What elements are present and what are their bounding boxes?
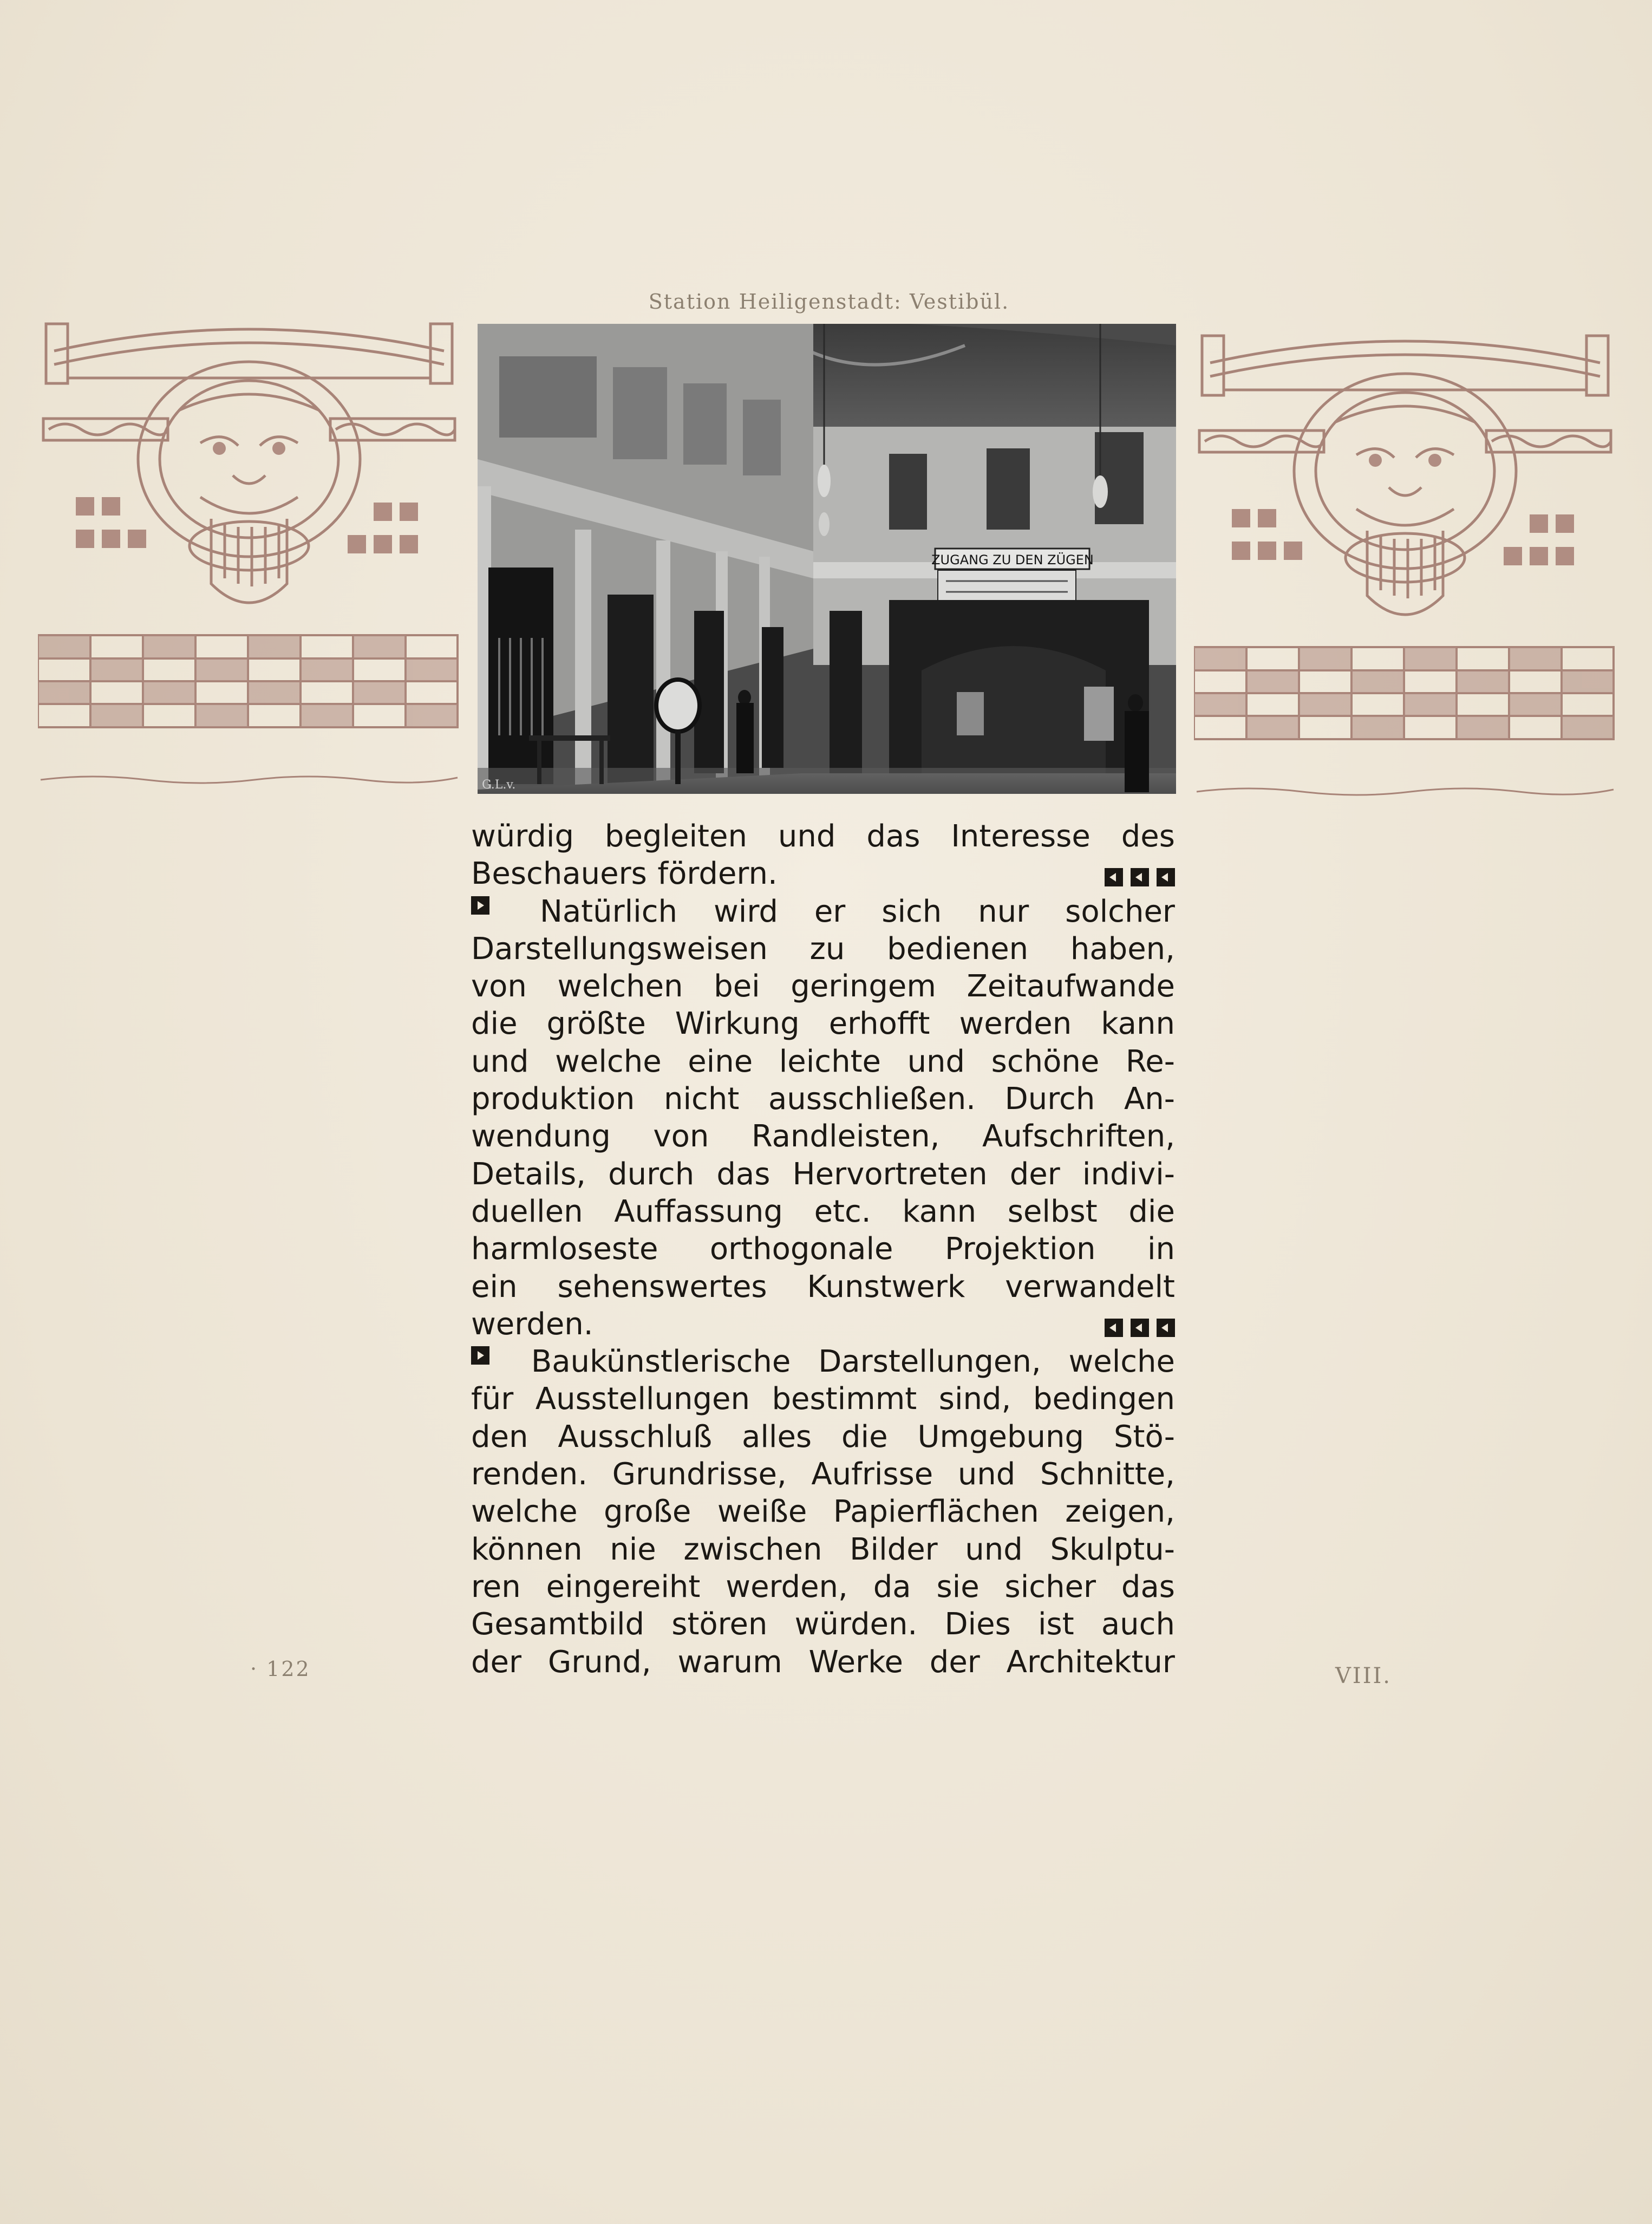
word: wird (713, 893, 778, 929)
word: selbst (1007, 1193, 1098, 1229)
word: Darstellungen, (818, 1344, 1041, 1380)
word: der (929, 1644, 980, 1680)
word: werden (959, 1006, 1072, 1042)
word: der (1009, 1156, 1060, 1192)
sign-text: ZUGANG ZU DEN ZÜGEN (931, 552, 1094, 568)
word: bei (714, 969, 760, 1005)
word: Wirkung (675, 1006, 800, 1042)
word: Projektion (944, 1231, 1096, 1267)
vestibule-photograph (478, 324, 1176, 794)
word: zeigen, (1065, 1494, 1175, 1530)
word: Baukünstlerische (531, 1344, 791, 1380)
word: Kunstwerk (807, 1269, 965, 1305)
lion-mask-ornament-left (38, 313, 460, 790)
word: nicht (664, 1081, 740, 1117)
word: orthogonale (709, 1231, 893, 1267)
word: kann (1101, 1006, 1175, 1042)
word: und (957, 1457, 1016, 1492)
text-line (471, 1531, 1175, 1568)
word: Beschauers (471, 856, 647, 892)
word: Architektur (1006, 1644, 1175, 1680)
word: von (471, 969, 527, 1005)
word: Grund, (547, 1644, 651, 1680)
word: werden, (726, 1569, 848, 1605)
text-line (471, 1456, 1175, 1493)
text-line (471, 1418, 1175, 1456)
word: zu (809, 931, 845, 967)
text-line (471, 1193, 1175, 1230)
text-line (471, 1380, 1175, 1418)
paragraph-mark-icon (471, 896, 489, 915)
word: Aufschriften, (982, 1119, 1175, 1155)
word: Papierflächen (833, 1494, 1039, 1530)
word: welchen (557, 969, 683, 1005)
text-line (471, 1118, 1175, 1155)
word: würden. (794, 1607, 918, 1642)
word: verwandelt (1005, 1269, 1175, 1305)
word: geringem (791, 969, 936, 1005)
word: sehenswertes (557, 1269, 767, 1305)
word: große (604, 1494, 691, 1530)
text-line (471, 855, 1175, 892)
word: kann (902, 1193, 977, 1229)
word: Dies (944, 1607, 1011, 1642)
text-line (471, 818, 1175, 855)
word: eingereiht (546, 1569, 701, 1605)
word: nie (610, 1531, 656, 1567)
text-line (471, 968, 1175, 1005)
text-line (471, 1343, 1175, 1380)
word: schöne (991, 1043, 1100, 1079)
word: Auffassung (614, 1193, 783, 1229)
word: für (471, 1381, 514, 1417)
word: renden. (471, 1457, 588, 1492)
word: ein (471, 1269, 518, 1305)
word: Details, (471, 1156, 586, 1192)
word: und (471, 1043, 529, 1079)
word: Gesamtbild (471, 1607, 645, 1642)
text-line (471, 1606, 1175, 1643)
word: Randleisten, (751, 1119, 940, 1155)
word: können (471, 1531, 583, 1567)
paragraph-end-marks (1105, 855, 1175, 892)
word: Interesse (951, 819, 1091, 854)
text-line (471, 1005, 1175, 1042)
word: Ausschluß (558, 1419, 713, 1455)
word: ist (1037, 1607, 1074, 1642)
signature-mark: VIII. (1335, 1664, 1392, 1688)
word: eine (688, 1043, 753, 1079)
word: Bilder (850, 1531, 938, 1567)
word: auch (1101, 1607, 1175, 1642)
paragraph-end-icon (1105, 868, 1123, 886)
word: An- (1124, 1081, 1175, 1117)
word: den (471, 1419, 528, 1455)
paragraph-end-icon (1105, 1319, 1123, 1337)
word: Durch (1004, 1081, 1095, 1117)
word: von (653, 1119, 709, 1155)
word: Grundrisse, (612, 1457, 787, 1492)
paragraph-end-icon (1131, 868, 1149, 886)
word: die (471, 1006, 518, 1042)
word: stören (671, 1607, 768, 1642)
word: Ausstellungen (535, 1381, 750, 1417)
word: wendung (471, 1119, 611, 1155)
text-line (471, 1493, 1175, 1530)
word: durch (608, 1156, 695, 1192)
word: Schnitte, (1040, 1457, 1175, 1492)
word: erhofft (828, 1006, 930, 1042)
paragraph-end-icon (1131, 1319, 1149, 1337)
word: Hervortreten (792, 1156, 988, 1192)
word: bedingen (1033, 1381, 1175, 1417)
figure-caption: Station Heiligenstadt: Vestibül. (648, 290, 1010, 314)
word: das (866, 819, 920, 854)
word: solcher (1065, 893, 1175, 929)
text-line (471, 1156, 1175, 1193)
text-line (471, 930, 1175, 968)
word: welche (471, 1494, 578, 1530)
word: Zeitaufwande (967, 969, 1175, 1005)
word: harmloseste (471, 1231, 658, 1267)
word: bestimmt (772, 1381, 917, 1417)
page-number: · 122 (250, 1657, 311, 1681)
text-line (471, 893, 1175, 930)
word: welche (1068, 1344, 1175, 1380)
word: ausschließen. (768, 1081, 976, 1117)
word: Skulptu- (1050, 1531, 1175, 1567)
word: Werke (808, 1644, 903, 1680)
lion-mask-ornament-right (1194, 325, 1616, 801)
word: größte (546, 1006, 646, 1042)
word: duellen (471, 1193, 583, 1229)
word: begleiten (604, 819, 747, 854)
text-line (471, 1268, 1175, 1306)
word: da (873, 1569, 911, 1605)
word: bedienen (887, 931, 1029, 967)
paragraph-mark-icon (471, 1346, 489, 1365)
photographer-signature: G.L.v. (482, 778, 516, 792)
word: etc. (814, 1193, 871, 1229)
word: würdig (471, 819, 574, 854)
word: Natürlich (539, 893, 678, 929)
word: sicher (1004, 1569, 1096, 1605)
word: indivi- (1082, 1156, 1175, 1192)
paragraph-end-icon (1157, 868, 1175, 886)
word: und (965, 1531, 1023, 1567)
word: werden. (471, 1306, 593, 1342)
word: zwischen (683, 1531, 822, 1567)
word: sie (936, 1569, 980, 1605)
word: weiße (717, 1494, 807, 1530)
word: des (1121, 819, 1175, 854)
word: ren (471, 1569, 521, 1605)
word: nur (978, 893, 1029, 929)
word: das (1121, 1569, 1175, 1605)
word: sich (881, 893, 942, 929)
word: haben, (1070, 931, 1175, 967)
word: fördern. (657, 856, 778, 892)
text-line (471, 1230, 1175, 1268)
word: der (471, 1644, 522, 1680)
word: Re- (1125, 1043, 1175, 1079)
word: produktion (471, 1081, 635, 1117)
word: alles (742, 1419, 812, 1455)
word: Stö- (1113, 1419, 1175, 1455)
word: er (814, 893, 846, 929)
word: Darstellungsweisen (471, 931, 768, 967)
word: und (907, 1043, 965, 1079)
text-line (471, 1306, 1175, 1343)
word: und (778, 819, 836, 854)
word: die (1128, 1193, 1175, 1229)
text-line (471, 1643, 1175, 1681)
paragraph-end-icon (1157, 1319, 1175, 1337)
text-line (471, 1043, 1175, 1080)
word: welche (555, 1043, 662, 1079)
paragraph-end-marks (1105, 1306, 1175, 1343)
word: Umgebung (917, 1419, 1085, 1455)
word: leichte (779, 1043, 881, 1079)
word: die (841, 1419, 888, 1455)
text-line (471, 1080, 1175, 1118)
body-text (471, 818, 1175, 1681)
word: das (716, 1156, 771, 1192)
word: warum (677, 1644, 782, 1680)
word: in (1147, 1231, 1175, 1267)
word: sind, (938, 1381, 1011, 1417)
word: Aufrisse (811, 1457, 933, 1492)
text-line (471, 1568, 1175, 1606)
